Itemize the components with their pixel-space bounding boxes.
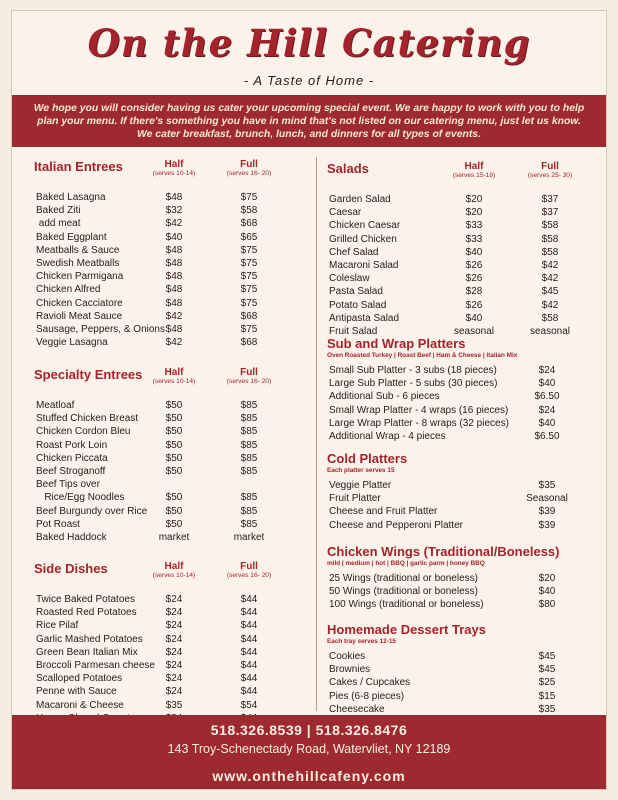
half-price: $40 [465, 246, 483, 258]
half-price: $26 [465, 259, 483, 271]
section-header [34, 559, 324, 593]
section-subtitle: Oven Roasted Turkey | Roast Beef | Ham & Cheese | Italian Mix [327, 352, 518, 359]
section-subtitle: Each tray serves 12-15 [327, 638, 396, 645]
half-price: $26 [465, 273, 483, 285]
full-price: $85 [240, 439, 258, 451]
item-price: $80 [538, 599, 556, 611]
half-price: $40 [465, 312, 483, 324]
item-name: 100 Wings (traditional or boneless) [329, 599, 484, 611]
half-price: $32 [165, 205, 183, 217]
item-name: Baked Haddock [36, 531, 107, 543]
section-sub-wrap-platters [327, 334, 617, 443]
section-title: Specialty Entrees [34, 367, 143, 382]
menu-item [327, 676, 617, 689]
section-title: Chicken Wings (Traditional/Boneless) [327, 544, 560, 559]
section-cold-platters [327, 449, 617, 532]
item-name: Cheesecake [329, 703, 385, 715]
section-title: Salads [327, 161, 369, 176]
item-name: Chicken Parmigana [36, 271, 124, 283]
item-name: 25 Wings (traditional or boneless) [329, 573, 478, 584]
item-price: $25 [538, 677, 556, 689]
half-label: Half [164, 159, 184, 170]
full-price: $42 [541, 299, 559, 311]
menu-item [34, 646, 324, 659]
menu-item [327, 377, 617, 390]
half-serving-note: (serves 10-14) [152, 378, 196, 385]
menu-item [327, 272, 617, 285]
menu-item [34, 699, 324, 712]
section-header [327, 449, 617, 479]
full-price: $42 [541, 259, 559, 271]
full-serving-note: (serves 16- 20) [226, 378, 272, 385]
section-italian-entrees [34, 157, 324, 349]
section-chicken-wings [327, 542, 617, 612]
menu-item [327, 690, 617, 703]
half-price: $33 [465, 233, 483, 245]
half-price: $33 [465, 220, 483, 232]
full-serving-note: (serves 16- 20) [226, 572, 272, 579]
half-price: $50 [165, 505, 183, 517]
full-price: $37 [541, 207, 559, 219]
full-price: seasonal [529, 325, 571, 337]
item-price: $35 [538, 703, 556, 715]
item-price: $20 [538, 573, 556, 584]
full-price: market [233, 531, 265, 543]
menu-item [327, 598, 617, 611]
item-name: Coleslaw [329, 273, 370, 285]
item-name: Additional Sub - 6 pieces [329, 391, 440, 403]
item-name: Chef Salad [329, 246, 379, 258]
full-price: $85 [240, 492, 258, 504]
item-name: Garlic Mashed Potatoes [36, 633, 143, 645]
menu-item [327, 492, 617, 505]
item-name: Small Sub Platter - 3 subs (18 pieces) [329, 365, 497, 376]
menu-item [34, 217, 324, 230]
menu-item [34, 283, 324, 296]
menu-item [34, 297, 324, 310]
half-price: $48 [165, 323, 183, 335]
item-name: Grilled Chicken [329, 233, 397, 245]
menu-item [34, 478, 324, 491]
item-name: Large Wrap Platter - 8 wraps (32 pieces) [329, 417, 509, 429]
menu-item [34, 204, 324, 217]
half-price: $28 [465, 286, 483, 298]
item-name: Rice/Egg Noodles [36, 492, 125, 504]
full-price: $85 [240, 400, 258, 411]
menu-item [34, 399, 324, 412]
item-name: Meatballs & Sauce [36, 244, 120, 256]
item-name: Beef Stroganoff [36, 465, 106, 477]
full-price: $68 [240, 218, 258, 230]
full-price: $44 [240, 594, 258, 605]
menu-item [34, 452, 324, 465]
item-price: $45 [538, 651, 556, 662]
menu-item [34, 465, 324, 478]
item-name: Antipasta Salad [329, 312, 400, 324]
full-price: $58 [541, 220, 559, 232]
half-price: $24 [165, 659, 183, 671]
intro-line: We hope you will consider having us cater your upcoming special event. We are happy to work with you to help [33, 103, 585, 114]
half-price: $48 [165, 192, 183, 203]
menu-item [34, 425, 324, 438]
half-price: $50 [165, 400, 183, 411]
half-price: $24 [165, 673, 183, 685]
menu-item [327, 219, 617, 232]
menu-item [327, 206, 617, 219]
item-name: Green Bean Italian Mix [36, 646, 138, 658]
item-name: Cakes / Cupcakes [329, 677, 411, 689]
menu-item [34, 505, 324, 518]
address: 143 Troy-Schenectady Road, Watervliet, NY 12189 [167, 742, 451, 756]
full-price: $58 [240, 205, 258, 217]
menu-item [34, 606, 324, 619]
item-name: Baked Lasagna [36, 192, 106, 203]
item-name: Twice Baked Potatoes [36, 594, 135, 605]
half-price: $48 [165, 284, 183, 296]
item-name: Veggie Platter [329, 480, 392, 491]
half-serving-note: (serves 10-14) [152, 572, 196, 579]
item-price: Seasonal [526, 493, 568, 505]
item-name: Chicken Caesar [329, 220, 401, 232]
phone-numbers: 518.326.8539 | 518.326.8476 [210, 722, 408, 738]
item-name: Penne with Sauce [36, 686, 117, 698]
half-price: $26 [465, 299, 483, 311]
section-title: Homemade Dessert Trays [327, 622, 486, 637]
full-label: Full [541, 161, 559, 172]
item-price: $15 [538, 690, 556, 702]
menu-item [327, 650, 617, 663]
item-name: Chicken Cacciatore [36, 297, 123, 309]
menu-item [34, 518, 324, 531]
section-dessert-trays [327, 620, 617, 716]
item-price: $6.50 [534, 391, 560, 403]
half-label: Half [164, 561, 184, 572]
full-price: $68 [240, 337, 258, 349]
full-price: $44 [240, 646, 258, 658]
half-price: $20 [465, 194, 483, 205]
item-name: Baked Ziti [36, 205, 81, 217]
item-name: Fruit Platter [329, 493, 381, 505]
menu-item [327, 246, 617, 259]
item-name: Pies (6-8 pieces) [329, 690, 405, 702]
menu-item [34, 270, 324, 283]
menu-item [34, 336, 324, 349]
half-price: $48 [165, 297, 183, 309]
half-price: $50 [165, 413, 183, 425]
section-header [327, 159, 617, 193]
full-price: $75 [240, 257, 258, 269]
menu-item [34, 310, 324, 323]
menu-item [34, 633, 324, 646]
item-name: Brownies [329, 664, 371, 676]
full-label: Full [240, 367, 258, 378]
item-name: Small Wrap Platter - 4 wraps (16 pieces) [329, 404, 509, 416]
full-price: $85 [240, 518, 258, 530]
section-title: Side Dishes [34, 561, 108, 576]
tagline: - A Taste of Home - [243, 73, 375, 88]
half-label: Half [464, 161, 484, 172]
menu-item [327, 299, 617, 312]
item-name: Macaroni & Cheese [36, 699, 124, 711]
item-name: Scalloped Potatoes [36, 673, 123, 685]
item-name: add meat [36, 218, 81, 230]
item-name: Chicken Alfred [36, 284, 101, 296]
half-price: $50 [165, 518, 183, 530]
full-serving-note: (serves 25- 30) [527, 172, 573, 179]
section-header [327, 620, 617, 650]
full-price: $58 [541, 246, 559, 258]
item-price: $45 [538, 664, 556, 676]
menu-item [327, 259, 617, 272]
item-name: Broccoli Parmesan cheese [36, 659, 155, 671]
half-price: $42 [165, 310, 183, 322]
menu-item [34, 619, 324, 632]
section-salads [327, 159, 617, 338]
section-side-dishes [34, 559, 324, 725]
half-price: market [158, 531, 190, 543]
half-price: $24 [165, 594, 183, 605]
website-link[interactable]: www.onthehillcafeny.com [212, 768, 406, 784]
full-column-header [214, 561, 284, 579]
menu-item [327, 233, 617, 246]
intro-line: We cater breakfast, brunch, lunch, and dinners for all types of events. [137, 129, 481, 140]
half-label: Half [164, 367, 184, 378]
full-price: $85 [240, 505, 258, 517]
menu-item [34, 244, 324, 257]
item-name: Additional Wrap - 4 pieces [329, 430, 446, 442]
menu-page [11, 10, 607, 790]
full-price: $75 [240, 297, 258, 309]
half-price: $50 [165, 465, 183, 477]
half-price: $48 [165, 271, 183, 283]
half-price: $48 [165, 244, 183, 256]
section-subtitle: mild | medium | hot | BBQ | garlic parm | honey BBQ [327, 560, 485, 567]
half-price: $24 [165, 633, 183, 645]
item-name: 50 Wings (traditional or boneless) [329, 586, 478, 598]
full-price: $75 [240, 244, 258, 256]
half-price: $42 [165, 218, 183, 230]
menu-item [327, 285, 617, 298]
item-name: Cheese and Pepperoni Platter [329, 519, 463, 531]
menu-item [34, 659, 324, 672]
menu-item [34, 491, 324, 504]
item-name: Macaroni Salad [329, 259, 399, 271]
item-name: Large Sub Platter - 5 subs (30 pieces) [329, 378, 498, 390]
menu-item [34, 231, 324, 244]
item-name: Beef Tips over [36, 479, 100, 491]
item-name: Cookies [329, 651, 366, 662]
item-price: $40 [538, 586, 556, 598]
menu-item [327, 572, 617, 585]
half-price: $50 [165, 452, 183, 464]
menu-item [327, 430, 617, 443]
menu-item [34, 672, 324, 685]
item-price: $40 [538, 417, 556, 429]
item-name: Ravioli Meat Sauce [36, 310, 123, 322]
page-title: On the Hill Catering [87, 21, 531, 65]
menu-item [327, 404, 617, 417]
half-price: $24 [165, 607, 183, 619]
menu-item [34, 685, 324, 698]
full-price: $65 [240, 231, 258, 243]
full-price: $44 [240, 659, 258, 671]
full-price: $58 [541, 233, 559, 245]
section-header [34, 157, 324, 191]
item-name: Cheese and Fruit Platter [329, 506, 438, 518]
full-price: $85 [240, 426, 258, 438]
half-price: $50 [165, 492, 183, 504]
menu-item [34, 323, 324, 336]
menu-item [327, 390, 617, 403]
half-price: $42 [165, 337, 183, 349]
section-subtitle: Each platter serves 15 [327, 467, 395, 474]
full-serving-note: (serves 16- 20) [226, 170, 272, 177]
half-price: $24 [165, 686, 183, 698]
section-header [34, 365, 324, 399]
full-price: $75 [240, 192, 258, 203]
full-price: $44 [240, 686, 258, 698]
section-specialty-entrees [34, 365, 324, 544]
full-price: $37 [541, 194, 559, 205]
full-price: $44 [240, 673, 258, 685]
menu-item [327, 193, 617, 206]
half-price: $48 [165, 257, 183, 269]
half-column-header [139, 561, 209, 579]
half-column-header [139, 367, 209, 385]
item-name: Veggie Lasagna [36, 337, 108, 349]
item-name: Stuffed Chicken Breast [36, 413, 139, 425]
half-price: $24 [165, 646, 183, 658]
item-name: Baked Eggplant [36, 231, 107, 243]
full-column-header [214, 159, 284, 177]
half-price: $50 [165, 426, 183, 438]
full-price: $45 [541, 286, 559, 298]
full-column-header [214, 367, 284, 385]
full-price: $75 [240, 323, 258, 335]
menu-item [327, 312, 617, 325]
item-price: $24 [538, 365, 556, 376]
section-title: Cold Platters [327, 451, 408, 466]
item-name: Roasted Red Potatoes [36, 607, 137, 619]
half-serving-note: (serves 15-18) [452, 172, 496, 179]
half-column-header [439, 161, 509, 179]
full-price: $75 [240, 284, 258, 296]
menu-item [34, 257, 324, 270]
half-price: $24 [165, 620, 183, 632]
item-name: Garden Salad [329, 194, 391, 205]
menu-item [327, 663, 617, 676]
item-name: Caesar [329, 207, 362, 219]
full-price: $42 [541, 273, 559, 285]
section-header [327, 334, 617, 364]
menu-item [34, 412, 324, 425]
full-label: Full [240, 561, 258, 572]
section-header [327, 542, 617, 572]
item-name: Potato Salad [329, 299, 387, 311]
menu-item [327, 703, 617, 716]
item-name: Sausage, Peppers, & Onions [36, 323, 165, 335]
menu-item [327, 505, 617, 518]
menu-item [327, 585, 617, 598]
item-price: $35 [538, 480, 556, 491]
full-price: $85 [240, 413, 258, 425]
full-column-header [515, 161, 585, 179]
menu-item [34, 531, 324, 544]
item-price: $39 [538, 519, 556, 531]
item-name: Beef Burgundy over Rice [36, 505, 148, 517]
intro-banner [12, 95, 606, 147]
item-name: Rice Pilaf [36, 620, 79, 632]
item-name: Fruit Salad [329, 325, 378, 337]
full-price: $85 [240, 465, 258, 477]
half-price: seasonal [453, 325, 495, 337]
footer-banner [12, 715, 606, 789]
full-price: $85 [240, 452, 258, 464]
full-price: $58 [541, 312, 559, 324]
section-title: Sub and Wrap Platters [327, 336, 466, 351]
menu-item [327, 364, 617, 377]
intro-line: plan your menu. If there's something you have in mind that's not listed on our catering menu, just let us know. [37, 116, 581, 127]
half-price: $40 [165, 231, 183, 243]
item-price: $24 [538, 404, 556, 416]
full-price: $44 [240, 607, 258, 619]
menu-item [327, 479, 617, 492]
half-column-header [139, 159, 209, 177]
menu-item [34, 593, 324, 606]
full-label: Full [240, 159, 258, 170]
item-price: $40 [538, 378, 556, 390]
full-price: $44 [240, 633, 258, 645]
half-price: $50 [165, 439, 183, 451]
full-price: $68 [240, 310, 258, 322]
item-name: Chicken Cordon Bleu [36, 426, 131, 438]
full-price: $44 [240, 620, 258, 632]
menu-item [327, 519, 617, 532]
full-price: $54 [240, 699, 258, 711]
menu-item [34, 191, 324, 204]
section-title: Italian Entrees [34, 159, 123, 174]
item-name: Chicken Piccata [36, 452, 108, 464]
half-price: $20 [465, 207, 483, 219]
item-name: Swedish Meatballs [36, 257, 120, 269]
item-price: $6.50 [534, 430, 560, 442]
item-name: Roast Pork Loin [36, 439, 108, 451]
item-price: $39 [538, 506, 556, 518]
item-name: Meatloaf [36, 400, 75, 411]
half-serving-note: (serves 10-14) [152, 170, 196, 177]
item-name: Pasta Salad [329, 286, 383, 298]
half-price: $35 [165, 699, 183, 711]
menu-item [327, 417, 617, 430]
item-name: Pot Roast [36, 518, 80, 530]
full-price: $75 [240, 271, 258, 283]
menu-item [34, 439, 324, 452]
